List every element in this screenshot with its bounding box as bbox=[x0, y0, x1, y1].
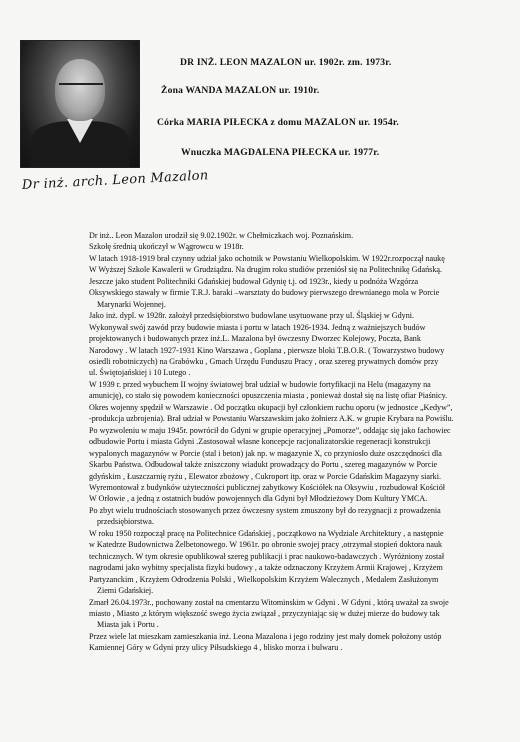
bio-line: W roku 1950 rozpoczął pracę na Politechnice Gdańskiej , początkowo na Wydziale Architektury , a następnie bbox=[89, 528, 444, 538]
bio-line: W 1939 r. przed wybuchem II wojny światowej brał udział w budowie fortyfikacji na Helu (magazyny na bbox=[89, 379, 431, 389]
bio-line: Po wyzwoleniu w maju 1945r. powrócił do Gdyni w grupie operacyjnej „Pomorze”, oddając się jako fachowiec bbox=[89, 425, 451, 435]
bio-line: -produkcja uzbrojenia). Brał udział w Powstaniu Warszawskim jako żołnierz A.K. w grupie Krybara na Powiślu. bbox=[89, 414, 454, 424]
bio-line: Kamiennej Góry w Gdyni przy ulicy Piłsudskiego 4 , blisko morza i bulwaru . bbox=[89, 643, 343, 653]
bio-line: miasto , Miasto ,z którym większość swego życia związał , przyczyniając się w dużej mierze do budowy tak bbox=[89, 608, 440, 618]
bio-line: Ziemi Gdańskiej. bbox=[97, 586, 154, 596]
handwritten-signature: Dr inż. arch. Leon Mazalon bbox=[21, 168, 209, 193]
bio-line: W Orłowie , a jedną z ostatnich budów powojennych dla Gdyni był Młodzieżowy Dom Kultury YMCA. bbox=[89, 494, 428, 504]
bio-line: technicznych. W tym okresie opublikował szereg publikacji i prac naukowo-badawczych . Wyróżniony został bbox=[89, 551, 445, 561]
bio-line: przedsiębiorstwa. bbox=[97, 517, 154, 527]
bio-line: w Katedrze Budownictwa Żelbetonowego. W 1961r. po obronie swojej pracy ,otrzymał stopień doktora nauk bbox=[89, 540, 443, 550]
bio-line: Jako inż. dypl. w 1928r. założył przedsiębiorstwo budowlane usytuowane przy ul. Śląskiej w Gdyni. bbox=[89, 311, 415, 321]
bio-line: W latach 1918-1919 brał czynny udział jako ochotnik w Powstaniu Wielkopolskim. W 1922r.rozpoczął naukę bbox=[89, 253, 445, 263]
bio-line: Dr inż.. Leon Mazalon urodził się 9.02.1902r. w Chełmiczkach woj. Poznańskim. bbox=[89, 231, 354, 240]
bio-line: wypalonych magazynów w Porcie (stal i beton) jak np. w magazynie X, co przyniosło duże oszczędności dla bbox=[89, 448, 442, 458]
bio-line: Szkołę średnią ukończył w Wągrowcu w 1918r. bbox=[89, 242, 244, 252]
bio-line: gdyńskim , Łuszczarnię ryżu , Elewator zbożowy , Cukroport itp. oraz w Porcie Gdańskim Magazyny siarki. bbox=[89, 471, 441, 481]
bio-line: projektowanych i budowanych przez inż.L. Mazalona był ówczesny Dworzec Kolejowy, Poczta, Bank bbox=[89, 334, 421, 344]
bio-line: Po zbyt wielu trudnościach stosowanych przez ówczesny system zmuszony był do rezygnacji z prowadzenia bbox=[89, 505, 441, 515]
bio-line: Okres wojenny spędził w Warszawie . Od początku okupacji był członkiem ruchu oporu (w jednostce „Kedyw”, bbox=[89, 402, 453, 412]
bio-line: odbudowie Portu i miasta Gdyni .Zastosował własne koncepcje racjonalizatorskie regeneracji konstrukcji bbox=[89, 437, 431, 447]
bio-line: ul. Świętojańskiej i 10 Lutego . bbox=[89, 368, 191, 378]
family-line-magdalena: Wnuczka MAGDALENA PIŁECKA ur. 1977r. bbox=[181, 147, 380, 158]
bio-line: Jeszcze jako student Politechniki Gdańskiej budował Gdynię t.j. od 1923r., kiedy u podnóża Wzgórza bbox=[89, 276, 419, 286]
family-line-leon: DR INŻ. LEON MAZALON ur. 1902r. zm. 1973r. bbox=[180, 57, 392, 68]
bio-line: Wykonywał swój zawód przy budowie miasta i portu w latach 1926-1934. Jedną z ważniejszych budów bbox=[89, 322, 426, 332]
bio-line: Wyremontował z budynków użyteczności publicznej zabytkowy Kościółek na Oksywiu , rozbudował Kościół bbox=[89, 482, 445, 492]
bio-line: nagrodami jako wybitny specjalista fizyki budowy , a także odznaczony Krzyżem Armii Krajowej , Krzyżem bbox=[89, 563, 443, 573]
bio-line: W Wyższej Szkole Kawalerii w Grudziądzu. Na drugim roku studiów przeniósł się na Politechnikę Gdańską. bbox=[89, 265, 442, 275]
bio-line: osiedli robotniczych) na Grabówku , Gmach Urzędu Funduszu Pracy , oraz szereg prywatnych domów przy bbox=[89, 356, 439, 366]
bio-line: Partyzanckim , Krzyżem Odrodzenia Polski , Wielkopolskim Krzyżem Walecznych , Medalem Zasłużonym bbox=[89, 574, 439, 584]
family-line-wanda: Żona WANDA MAZALON ur. 1910r. bbox=[161, 85, 320, 96]
bio-line: Skarbu Państwa. Odbudował także zniszczony wiadukt prowadzący do Portu , szereg magazynów w Porcie bbox=[89, 460, 438, 470]
biography-text bbox=[89, 230, 489, 654]
family-list bbox=[0, 0, 520, 180]
bio-line: Miasta jak i Portu . bbox=[97, 620, 159, 630]
bio-line: Marynarki Wojennej. bbox=[97, 299, 166, 309]
family-line-maria: Córka MARIA PIŁECKA z domu MAZALON ur. 1954r. bbox=[157, 117, 400, 128]
bio-line: Narodowy . W latach 1927-1931 Kino Warszawa , Goplana , pierwsze bloki T.B.O.R. ( Towarzystwo budowy bbox=[89, 345, 445, 355]
bio-line: amunicję), co stało się powodem konieczności opuszczenia miasta , ponieważ dostał się na listę ofiar Piaśnicy. bbox=[89, 391, 448, 401]
bio-line: Oksywskiego stawały w firmie T.R.J. baraki –warsztaty do budowy pierwszego drewnianego mola w Porcie bbox=[89, 288, 440, 298]
bio-line: Zmarł 26.04.1973r., pochowany został na cmentarzu Witominskim w Gdyni . W Gdyni , którą uważał za swoje bbox=[89, 597, 449, 607]
bio-line: Przez wiele lat mieszkam zamieszkania inż. Leona Mazalona i jego rodziny jest mały domek położony ustóp bbox=[89, 631, 442, 641]
